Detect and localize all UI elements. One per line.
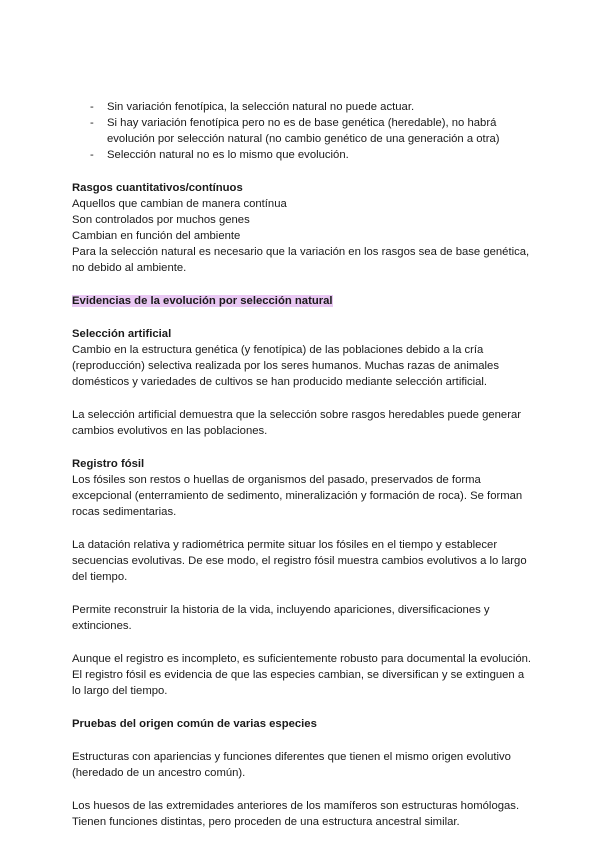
list-item: [72, 115, 532, 147]
rasgos-line: Cambian en función del ambiente: [72, 230, 241, 242]
bullet-dash: -: [90, 101, 94, 113]
paragraph: La selección artificial demuestra que la selección sobre rasgos heredables puede generar cambios evolutivos en las poblaciones.: [72, 409, 522, 437]
bullet-text: Si hay variación fenotípica pero no es de base genética (heredable), no habrá evolución por selección natural (no cambio genético de una generación a otra): [107, 117, 500, 145]
list-item: [72, 99, 532, 115]
paragraph: Aunque el registro es incompleto, es suficientemente robusto para documental la evolución. El registro fósil es evidencia de que las especies cambian, se diversifican y se extinguen a lo largo del tiempo.: [72, 653, 532, 697]
bullet-dash: -: [90, 117, 94, 129]
bullet-dash: -: [90, 149, 94, 161]
paragraph: Permite reconstruir la historia de la vida, incluyendo apariciones, diversificaciones y extinciones.: [72, 604, 490, 632]
seleccion-artificial-heading: Selección artificial: [72, 328, 172, 340]
rasgos-line: Para la selección natural es necesario que la variación en los rasgos sea de base genética, no debido al ambiente.: [72, 246, 530, 274]
paragraph: Estructuras con apariencias y funciones diferentes que tienen el mismo origen evolutivo (heredado de un ancestro común).: [72, 751, 511, 779]
bullet-text: Sin variación fenotípica, la selección natural no puede actuar.: [107, 101, 415, 113]
paragraph: Cambio en la estructura genética (y fenotípica) de las poblaciones debido a la cría (reproducción) selectiva realizada por los seres humanos. Muchas razas de animales domésticos y variedades de cultivos se han producido mediante selección artificial.: [72, 344, 499, 388]
rasgos-line: Son controlados por muchos genes: [72, 214, 250, 226]
origen-comun-heading: Pruebas del origen común de varias especies: [72, 718, 317, 730]
rasgos-line: Aquellos que cambian de manera contínua: [72, 198, 287, 210]
paragraph: La datación relativa y radiométrica permite situar los fósiles en el tiempo y establecer secuencias evolutivas. De ese modo, el registro fósil muestra cambios evolutivos a lo largo del tiempo.: [72, 539, 527, 583]
paragraph: Los fósiles son restos o huellas de organismos del pasado, preservados de forma excepcional (enterramiento de sedimento, mineralización y formación de roca). Se forman rocas sedimentarias.: [72, 474, 523, 518]
document-page: [72, 99, 532, 830]
evidencias-heading: Evidencias de la evolución por selección natural: [72, 295, 333, 307]
registro-fosil-heading: Registro fósil: [72, 458, 145, 470]
list-item: [72, 147, 532, 163]
paragraph: Los huesos de las extremidades anteriores de los mamíferos son estructuras homólogas. Tienen funciones distintas, pero proceden de una estructura ancestral similar.: [72, 800, 520, 828]
bullet-text: Selección natural no es lo mismo que evolución.: [107, 149, 349, 161]
rasgos-heading: Rasgos cuantitativos/contínuos: [72, 182, 243, 194]
bullet-list: [72, 99, 532, 163]
